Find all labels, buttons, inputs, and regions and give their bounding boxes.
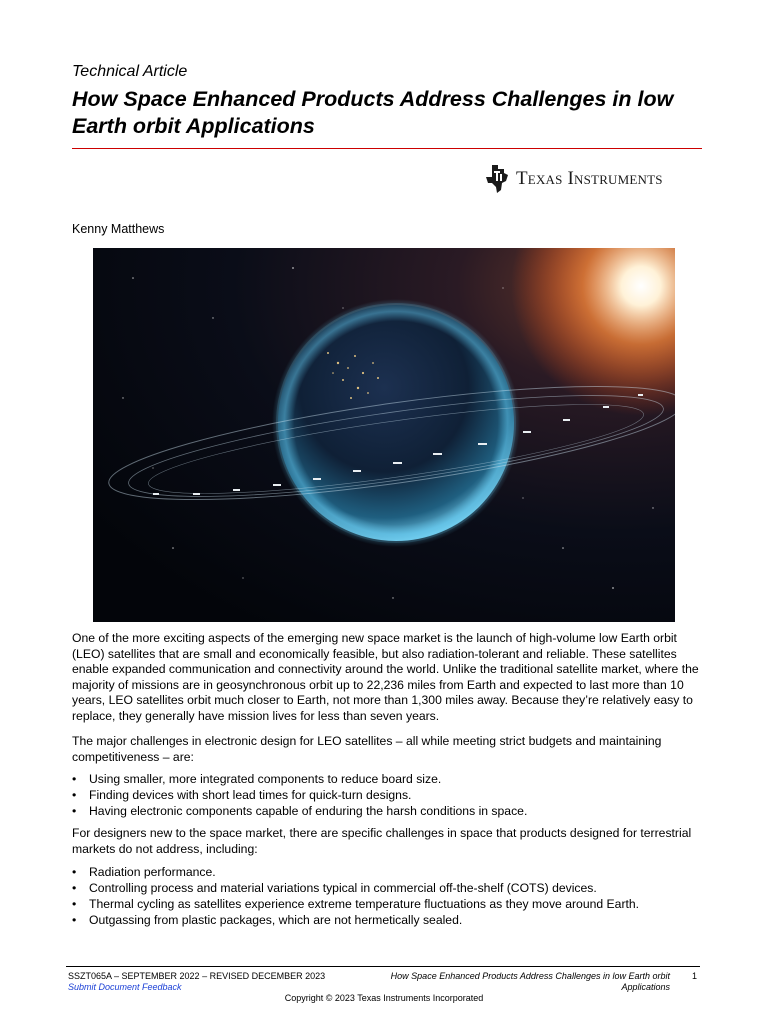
list-item: • Finding devices with short lead times for quick-turn designs. [72, 787, 712, 803]
list-item: • Radiation performance. [72, 864, 712, 880]
footer-left [68, 971, 325, 993]
earth-satellite-ring-image [93, 248, 675, 622]
paragraph-challenges: The major challenges in electronic design for LEO satellites – all while meeting strict budgets and maintaining competitiveness – are: [72, 734, 662, 764]
ti-logo [484, 163, 663, 195]
paragraph-intro: One of the more exciting aspects of the emerging new space market is the launch of high-volume low Earth orbit (LEO) satellites that are small and economically feasible, but also radiation-tolerant and reliable. These satellites enable expanded communication and connectivity around the world. Unlike the traditional satellite market, where the majority of missions are in geosynchronous orbit up to 22,236 miles from Earth and expected to last more than 10 years, LEO satellites orbit much closer to Earth, not more than 1,300 miles away. Because they’re relatively easy to replace, they generally have mission lives for less than seven years. [72, 631, 699, 723]
ti-logo-icon [484, 163, 510, 195]
footer-divider [66, 966, 700, 967]
list-item: • Controlling process and material variations typical in commercial off-the-shelf (COTS) devices. [72, 880, 712, 896]
list-item: • Outgassing from plastic packages, which are not hermetically sealed. [72, 912, 712, 928]
submit-feedback-link[interactable]: Submit Document Feedback [68, 982, 182, 992]
page-number: 1 [692, 971, 698, 981]
list-item: • Having electronic components capable of enduring the harsh conditions in space. [72, 803, 712, 819]
list-item: • Using smaller, more integrated components to reduce board size. [72, 771, 712, 787]
article-kicker: Technical Article [72, 63, 188, 80]
title-divider [72, 148, 702, 149]
space-challenges-list [72, 864, 712, 928]
author-name: Kenny Matthews [72, 222, 165, 236]
footer-running-title: How Space Enhanced Products Address Challenges in low Earth orbit Applications [390, 971, 670, 992]
page-title: How Space Enhanced Products Address Challenges in low Earth orbit Applications [72, 87, 674, 138]
challenges-list [72, 771, 712, 819]
paragraph-space-challenges: For designers new to the space market, there are specific challenges in space that products designed for terrestrial markets do not address, including: [72, 826, 692, 856]
list-item: • Thermal cycling as satellites experience extreme temperature fluctuations as they move around Earth. [72, 896, 712, 912]
document-id: SSZT065A – SEPTEMBER 2022 – REVISED DECEMBER 2023 [68, 971, 326, 981]
copyright-notice: Copyright © 2023 Texas Instruments Incorporated [284, 993, 484, 1003]
ti-logo-text: Texas Instruments [516, 168, 663, 189]
